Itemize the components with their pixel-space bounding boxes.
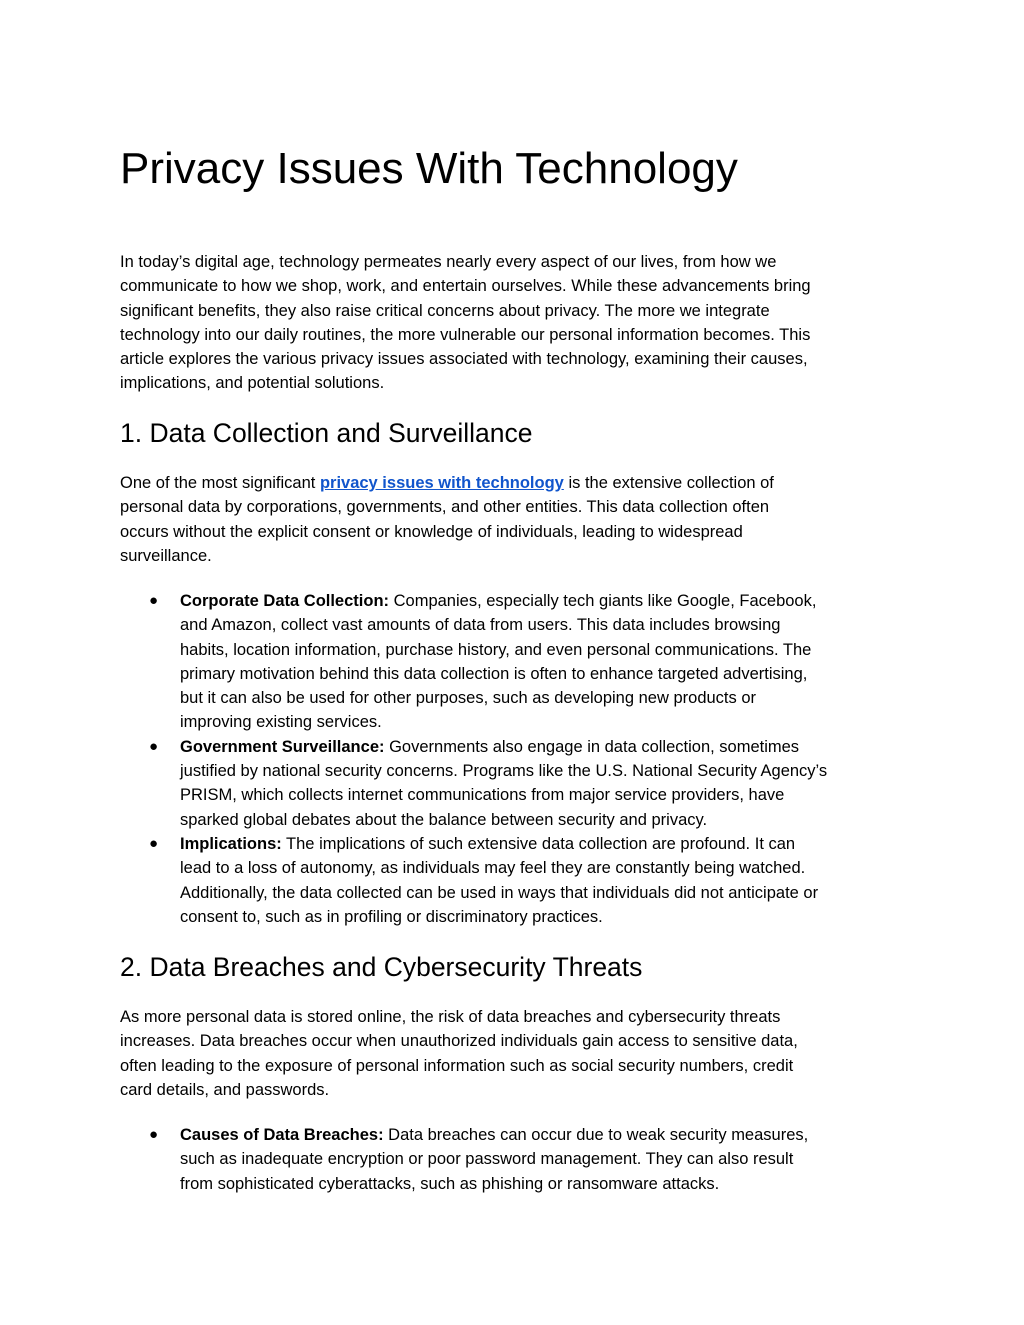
- section1-bullet-list: [120, 589, 910, 929]
- bullet-item: [120, 1123, 910, 1196]
- bullet-item: [120, 735, 910, 832]
- bullet-text: Data breaches can occur due to weak security measures,: [383, 1126, 809, 1144]
- bullet-line: primary motivation behind this data collection is often to enhance targeted advertising,: [180, 664, 808, 683]
- section2-paragraph: [120, 1005, 910, 1102]
- bullet-text: Companies, especially tech giants like Google, Facebook,: [389, 592, 817, 610]
- intro-line: In today’s digital age, technology permeates nearly every aspect of our lives, from how we: [120, 253, 777, 271]
- bullet-dot-icon: ●: [149, 592, 159, 609]
- bullet-text: Governments also engage in data collection, sometimes: [384, 737, 800, 756]
- bullet-line: but it can also be used for other purposes, such as developing new products or: [180, 689, 757, 708]
- section1-paragraph: [120, 471, 910, 568]
- section1-text: One of the most significant: [120, 474, 320, 492]
- section-heading: 1. Data Collection and Surveillance: [120, 418, 533, 448]
- bullet-label: Implications:: [180, 834, 282, 853]
- bullet-label: Government Surveillance:: [180, 737, 385, 756]
- bullet-dot-icon: ●: [149, 737, 159, 755]
- bullet-label: Causes of Data Breaches:: [180, 1126, 384, 1144]
- section2-line: increases. Data breaches occur when unauthorized individuals gain access to sensitive data,: [120, 1032, 798, 1051]
- page-title: Privacy Issues With Technology: [120, 144, 738, 193]
- intro-line: significant benefits, they also raise critical concerns about privacy. The more we integrate: [120, 301, 770, 320]
- bullet-line: and Amazon, collect vast amounts of data from users. This data includes browsing: [180, 616, 781, 635]
- section-heading: 2. Data Breaches and Cybersecurity Threats: [120, 952, 643, 982]
- section2-line: often leading to the exposure of personal information such as social security numbers, credit: [120, 1056, 794, 1075]
- section1-line: [120, 471, 910, 495]
- intro-line: technology into our daily routines, the more vulnerable our personal information becomes. This: [120, 325, 811, 344]
- bullet-label: Corporate Data Collection:: [180, 592, 390, 610]
- section2-line: As more personal data is stored online, the risk of data breaches and cybersecurity threats: [120, 1008, 781, 1026]
- bullet-dot-icon: ●: [149, 1126, 159, 1143]
- bullet-line: improving existing services.: [180, 713, 382, 732]
- intro-line: article explores the various privacy issues associated with technology, examining their causes,: [120, 350, 808, 369]
- bullet-text: The implications of such extensive data collection are profound. It can: [281, 834, 796, 853]
- privacy-issues-link[interactable]: privacy issues with technology: [319, 474, 564, 492]
- bullet-line: [180, 735, 910, 759]
- section1-line: occurs without the explicit consent or knowledge of individuals, leading to widespread: [120, 522, 743, 541]
- bullet-item: [120, 832, 910, 929]
- intro-line: implications, and potential solutions.: [120, 374, 385, 393]
- intro-line: communicate to how we shop, work, and entertain ourselves. While these advancements bring: [120, 277, 811, 296]
- bullet-line: habits, location information, purchase history, and even personal communications. The: [180, 640, 812, 659]
- bullet-dot-icon: ●: [149, 834, 159, 852]
- section2-line: card details, and passwords.: [120, 1080, 330, 1099]
- bullet-item: [120, 589, 910, 735]
- bullet-line: such as inadequate encryption or poor password management. They can also result: [180, 1150, 794, 1169]
- bullet-line: lead to a loss of autonomy, as individuals may feel they are constantly being watched.: [180, 859, 806, 878]
- section1-line: surveillance.: [120, 546, 212, 565]
- bullet-line: Additionally, the data collected can be used in ways that individuals did not anticipate or: [180, 883, 819, 902]
- bullet-line: [180, 1123, 910, 1147]
- bullet-line: [180, 832, 910, 856]
- bullet-line: sparked global debates about the balance between security and privacy.: [180, 810, 708, 829]
- intro-paragraph: [120, 250, 910, 396]
- section1-text: is the extensive collection of: [563, 474, 774, 492]
- bullet-line: [180, 589, 910, 613]
- section1-line: personal data by corporations, governments, and other entities. This data collection often: [120, 498, 770, 517]
- section2-bullet-list: [120, 1123, 910, 1196]
- bullet-line: consent to, such as in profiling or discriminatory practices.: [180, 907, 603, 926]
- bullet-line: PRISM, which collects internet communications from major service providers, have: [180, 786, 785, 805]
- bullet-line: from sophisticated cyberattacks, such as phishing or ransomware attacks.: [180, 1174, 720, 1193]
- bullet-line: justified by national security concerns. Programs like the U.S. National Security Agency’s: [180, 762, 828, 781]
